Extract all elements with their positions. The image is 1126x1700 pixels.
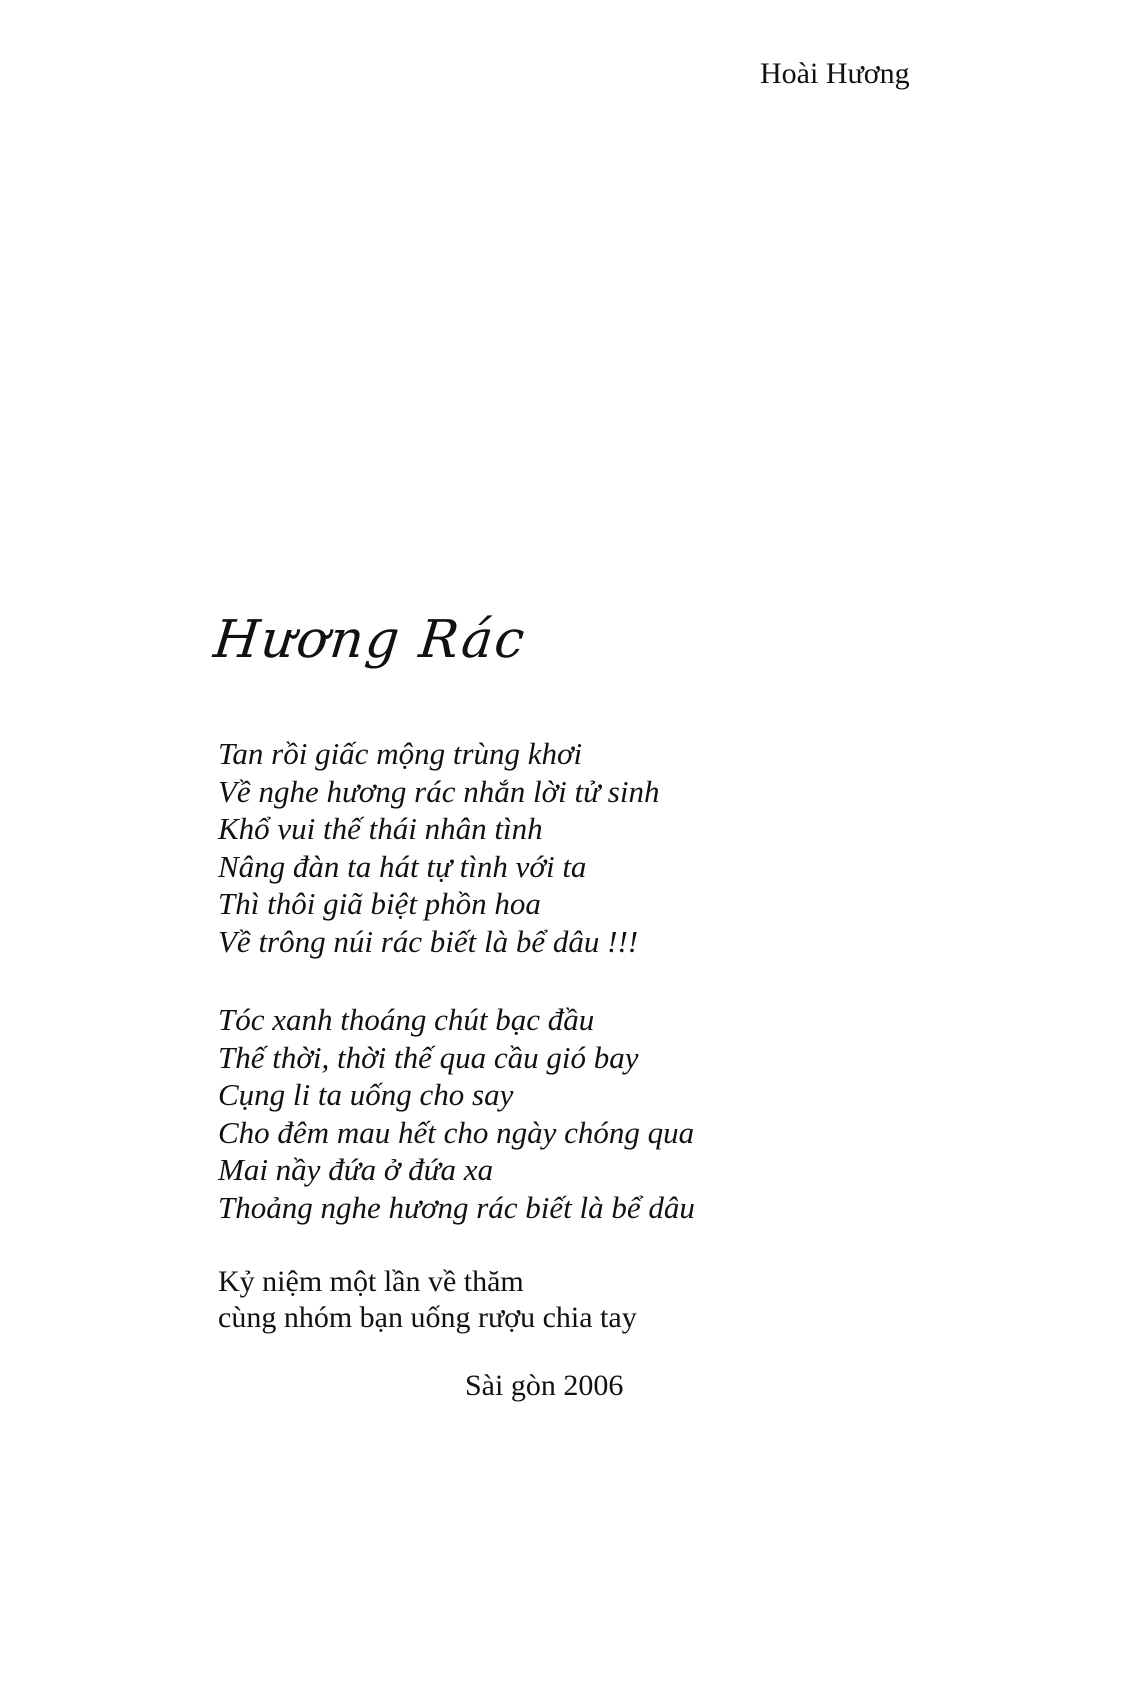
- poem-stanza-2: [218, 1001, 695, 1227]
- place-date: Sài gòn 2006: [465, 1369, 624, 1402]
- poem-line: Tóc xanh thoáng chút bạc đầu: [218, 1002, 595, 1037]
- poem-line: Mai nầy đứa ở đứa xa: [218, 1152, 494, 1188]
- poem-line: Nâng đàn ta hát tự tình với ta: [218, 848, 587, 884]
- poem-title: Hương Rác: [210, 610, 530, 670]
- poem-line: Thế thời, thời thế qua cầu gió bay: [218, 1039, 639, 1075]
- poem-line: Cụng li ta uống cho say: [218, 1077, 514, 1113]
- dedication-note: [218, 1264, 637, 1336]
- poem-line: Tan rồi giấc mộng trùng khơi: [218, 736, 583, 771]
- poem-stanza-1: [218, 735, 659, 961]
- note-line: Kỷ niệm một lần về thăm: [218, 1265, 524, 1298]
- poem-line: Khổ vui thế thái nhân tình: [218, 811, 543, 847]
- author-name: Hoài Hương: [760, 57, 910, 90]
- poem-line: Về nghe hương rác nhắn lời tử sinh: [218, 773, 660, 809]
- poem-line: Thoảng nghe hương rác biết là bể dâu: [218, 1189, 695, 1225]
- poem-line: Cho đêm mau hết cho ngày chóng qua: [218, 1114, 695, 1150]
- note-line: cùng nhóm bạn uống rượu chia tay: [218, 1301, 637, 1334]
- poem-line: Thì thôi giã biệt phồn hoa: [218, 886, 541, 922]
- poem-line: Về trông núi rác biết là bể dâu !!!: [218, 923, 639, 959]
